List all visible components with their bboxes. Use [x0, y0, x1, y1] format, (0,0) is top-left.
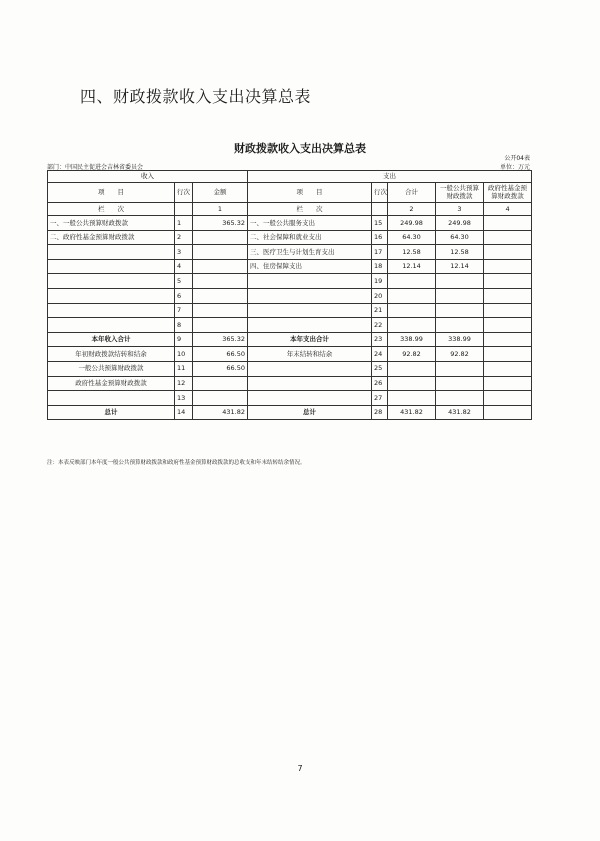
income-rowno-cell: 10 — [175, 347, 193, 362]
col-number-3: 3 — [436, 203, 484, 216]
income-amount-cell: 66.50 — [193, 361, 248, 376]
expenditure-rowno-blank — [372, 203, 388, 216]
expenditure-total-cell — [388, 376, 436, 391]
table-row — [48, 259, 532, 274]
income-rowno-blank — [175, 203, 193, 216]
income-rowno-cell: 4 — [175, 259, 193, 274]
expenditure-rowno-cell: 18 — [372, 259, 388, 274]
income-amount-cell: 365.32 — [193, 332, 248, 347]
expenditure-item-header: 项 目 — [248, 183, 372, 203]
general-budget-cell — [436, 318, 484, 333]
table-row — [48, 318, 532, 333]
general-budget-cell — [436, 376, 484, 391]
expenditure-rowno-cell: 22 — [372, 318, 388, 333]
income-rowno-cell: 11 — [175, 361, 193, 376]
expenditure-total-cell: 12.58 — [388, 245, 436, 260]
expenditure-item-cell — [248, 391, 372, 406]
expenditure-total-cell: 12.14 — [388, 259, 436, 274]
expenditure-column-label: 栏 次 — [248, 203, 372, 216]
table-row — [48, 376, 532, 391]
fund-budget-cell — [484, 405, 532, 420]
expenditure-total-cell — [388, 274, 436, 289]
income-amount-header: 金额 — [193, 183, 248, 203]
table-row — [48, 288, 532, 303]
income-amount-cell — [193, 391, 248, 406]
expenditure-item-cell — [248, 288, 372, 303]
income-item-cell — [48, 391, 175, 406]
income-item-cell: 年初财政拨款结转和结余 — [48, 347, 175, 362]
table-row — [48, 391, 532, 406]
income-amount-cell: 431.82 — [193, 405, 248, 420]
income-rowno-cell: 3 — [175, 245, 193, 260]
income-rowno-cell: 14 — [175, 405, 193, 420]
income-rowno-cell: 12 — [175, 376, 193, 391]
expenditure-total-cell — [388, 361, 436, 376]
income-item-header: 项 目 — [48, 183, 175, 203]
expenditure-rowno-cell: 20 — [372, 288, 388, 303]
general-budget-cell — [436, 274, 484, 289]
fund-budget-cell — [484, 303, 532, 318]
income-amount-cell — [193, 274, 248, 289]
expenditure-rowno-cell: 27 — [372, 391, 388, 406]
expenditure-total-cell: 431.82 — [388, 405, 436, 420]
expenditure-item-cell: 二、社会保障和就业支出 — [248, 230, 372, 245]
expenditure-rowno-cell: 16 — [372, 230, 388, 245]
table-row — [48, 245, 532, 260]
expenditure-item-cell: 一、一般公共服务支出 — [248, 216, 372, 231]
fund-budget-cell — [484, 347, 532, 362]
header-row-column-numbers — [48, 203, 532, 216]
income-item-cell: 政府性基金预算财政拨款 — [48, 376, 175, 391]
form-code: 公开04表 — [504, 155, 530, 162]
general-budget-header: 一般公共预算财政拨款 — [436, 183, 484, 203]
expenditure-rowno-cell: 19 — [372, 274, 388, 289]
table-row — [48, 332, 532, 347]
expenditure-item-cell: 四、住房保障支出 — [248, 259, 372, 274]
fund-budget-cell — [484, 274, 532, 289]
income-rowno-header: 行次 — [175, 183, 193, 203]
general-budget-cell — [436, 303, 484, 318]
general-budget-cell: 431.82 — [436, 405, 484, 420]
income-item-cell — [48, 303, 175, 318]
expenditure-item-cell — [248, 303, 372, 318]
unit-label: 单位：万元 — [499, 164, 530, 171]
general-budget-cell: 12.58 — [436, 245, 484, 260]
expenditure-item-cell: 年末结转和结余 — [248, 347, 372, 362]
fund-budget-cell — [484, 391, 532, 406]
expenditure-total-cell: 64.30 — [388, 230, 436, 245]
fund-budget-cell — [484, 318, 532, 333]
income-item-cell — [48, 259, 175, 274]
budget-summary-table — [47, 170, 532, 420]
fund-budget-cell — [484, 216, 532, 231]
income-rowno-cell: 9 — [175, 332, 193, 347]
expenditure-item-cell: 三、医疗卫生与计划生育支出 — [248, 245, 372, 260]
expenditure-rowno-cell: 25 — [372, 361, 388, 376]
income-column-label: 栏 次 — [48, 203, 175, 216]
table-note: 注：本表反映部门本年度一般公共预算财政拨款和政府性基金预算财政拨款的总收支和年末结转结余情况。 — [47, 460, 306, 466]
general-budget-cell — [436, 391, 484, 406]
general-budget-cell: 12.14 — [436, 259, 484, 274]
col-number-2: 2 — [388, 203, 436, 216]
expenditure-rowno-cell: 28 — [372, 405, 388, 420]
expenditure-rowno-cell: 23 — [372, 332, 388, 347]
col-number-4: 4 — [484, 203, 532, 216]
fund-budget-cell — [484, 230, 532, 245]
header-row-groups — [48, 171, 532, 183]
income-amount-cell — [193, 288, 248, 303]
expenditure-item-cell: 本年支出合计 — [248, 332, 372, 347]
income-item-cell: 总计 — [48, 405, 175, 420]
expenditure-item-cell — [248, 274, 372, 289]
expenditure-rowno-cell: 21 — [372, 303, 388, 318]
income-header: 收入 — [48, 171, 248, 183]
income-item-cell: 二、政府性基金预算财政拨款 — [48, 230, 175, 245]
fund-budget-cell — [484, 245, 532, 260]
income-amount-cell — [193, 230, 248, 245]
income-amount-cell: 365.32 — [193, 216, 248, 231]
income-amount-cell — [193, 245, 248, 260]
expenditure-total-cell — [388, 318, 436, 333]
table-row — [48, 230, 532, 245]
fund-budget-cell — [484, 376, 532, 391]
income-amount-cell — [193, 318, 248, 333]
fund-budget-cell — [484, 361, 532, 376]
income-item-cell: 一、一般公共预算财政拨款 — [48, 216, 175, 231]
income-rowno-cell: 6 — [175, 288, 193, 303]
expenditure-total-cell — [388, 303, 436, 318]
income-item-cell: 一般公共预算财政拨款 — [48, 361, 175, 376]
expenditure-item-cell: 总计 — [248, 405, 372, 420]
income-item-cell — [48, 245, 175, 260]
table-row — [48, 216, 532, 231]
fund-budget-cell — [484, 259, 532, 274]
expenditure-rowno-cell: 24 — [372, 347, 388, 362]
income-amount-cell: 66.50 — [193, 347, 248, 362]
general-budget-cell: 64.30 — [436, 230, 484, 245]
table-row — [48, 274, 532, 289]
table-row — [48, 347, 532, 362]
table-row — [48, 361, 532, 376]
table-row — [48, 303, 532, 318]
fund-budget-cell — [484, 288, 532, 303]
income-rowno-cell: 7 — [175, 303, 193, 318]
expenditure-header: 支出 — [248, 171, 532, 183]
general-budget-cell: 338.99 — [436, 332, 484, 347]
header-row-columns — [48, 183, 532, 203]
table-row — [48, 405, 532, 420]
expenditure-item-cell — [248, 361, 372, 376]
income-rowno-cell: 13 — [175, 391, 193, 406]
income-item-cell — [48, 274, 175, 289]
col-number-1: 1 — [193, 203, 248, 216]
expenditure-total-header: 合计 — [388, 183, 436, 203]
fund-budget-cell — [484, 332, 532, 347]
expenditure-total-cell — [388, 288, 436, 303]
expenditure-rowno-cell: 15 — [372, 216, 388, 231]
expenditure-item-cell — [248, 318, 372, 333]
table-title: 财政拨款收入支出决算总表 — [234, 142, 366, 155]
general-budget-cell: 249.98 — [436, 216, 484, 231]
expenditure-rowno-cell: 17 — [372, 245, 388, 260]
expenditure-rowno-header: 行次 — [372, 183, 388, 203]
expenditure-total-cell: 338.99 — [388, 332, 436, 347]
income-rowno-cell: 8 — [175, 318, 193, 333]
expenditure-rowno-cell: 26 — [372, 376, 388, 391]
department-label: 部门：中国民主促进会吉林省委员会 — [47, 164, 144, 171]
general-budget-cell: 92.82 — [436, 347, 484, 362]
page-number: 7 — [297, 764, 303, 773]
expenditure-item-cell — [248, 376, 372, 391]
income-rowno-cell: 1 — [175, 216, 193, 231]
expenditure-total-cell: 249.98 — [388, 216, 436, 231]
income-item-cell — [48, 288, 175, 303]
income-rowno-cell: 2 — [175, 230, 193, 245]
general-budget-cell — [436, 361, 484, 376]
income-item-cell: 本年收入合计 — [48, 332, 175, 347]
expenditure-total-cell — [388, 391, 436, 406]
income-item-cell — [48, 318, 175, 333]
income-amount-cell — [193, 376, 248, 391]
general-budget-cell — [436, 288, 484, 303]
fund-budget-header: 政府性基金预算财政拨款 — [484, 183, 532, 203]
page-heading: 四、财政拨款收入支出决算总表 — [80, 87, 312, 106]
income-amount-cell — [193, 303, 248, 318]
income-amount-cell — [193, 259, 248, 274]
income-rowno-cell: 5 — [175, 274, 193, 289]
expenditure-total-cell: 92.82 — [388, 347, 436, 362]
